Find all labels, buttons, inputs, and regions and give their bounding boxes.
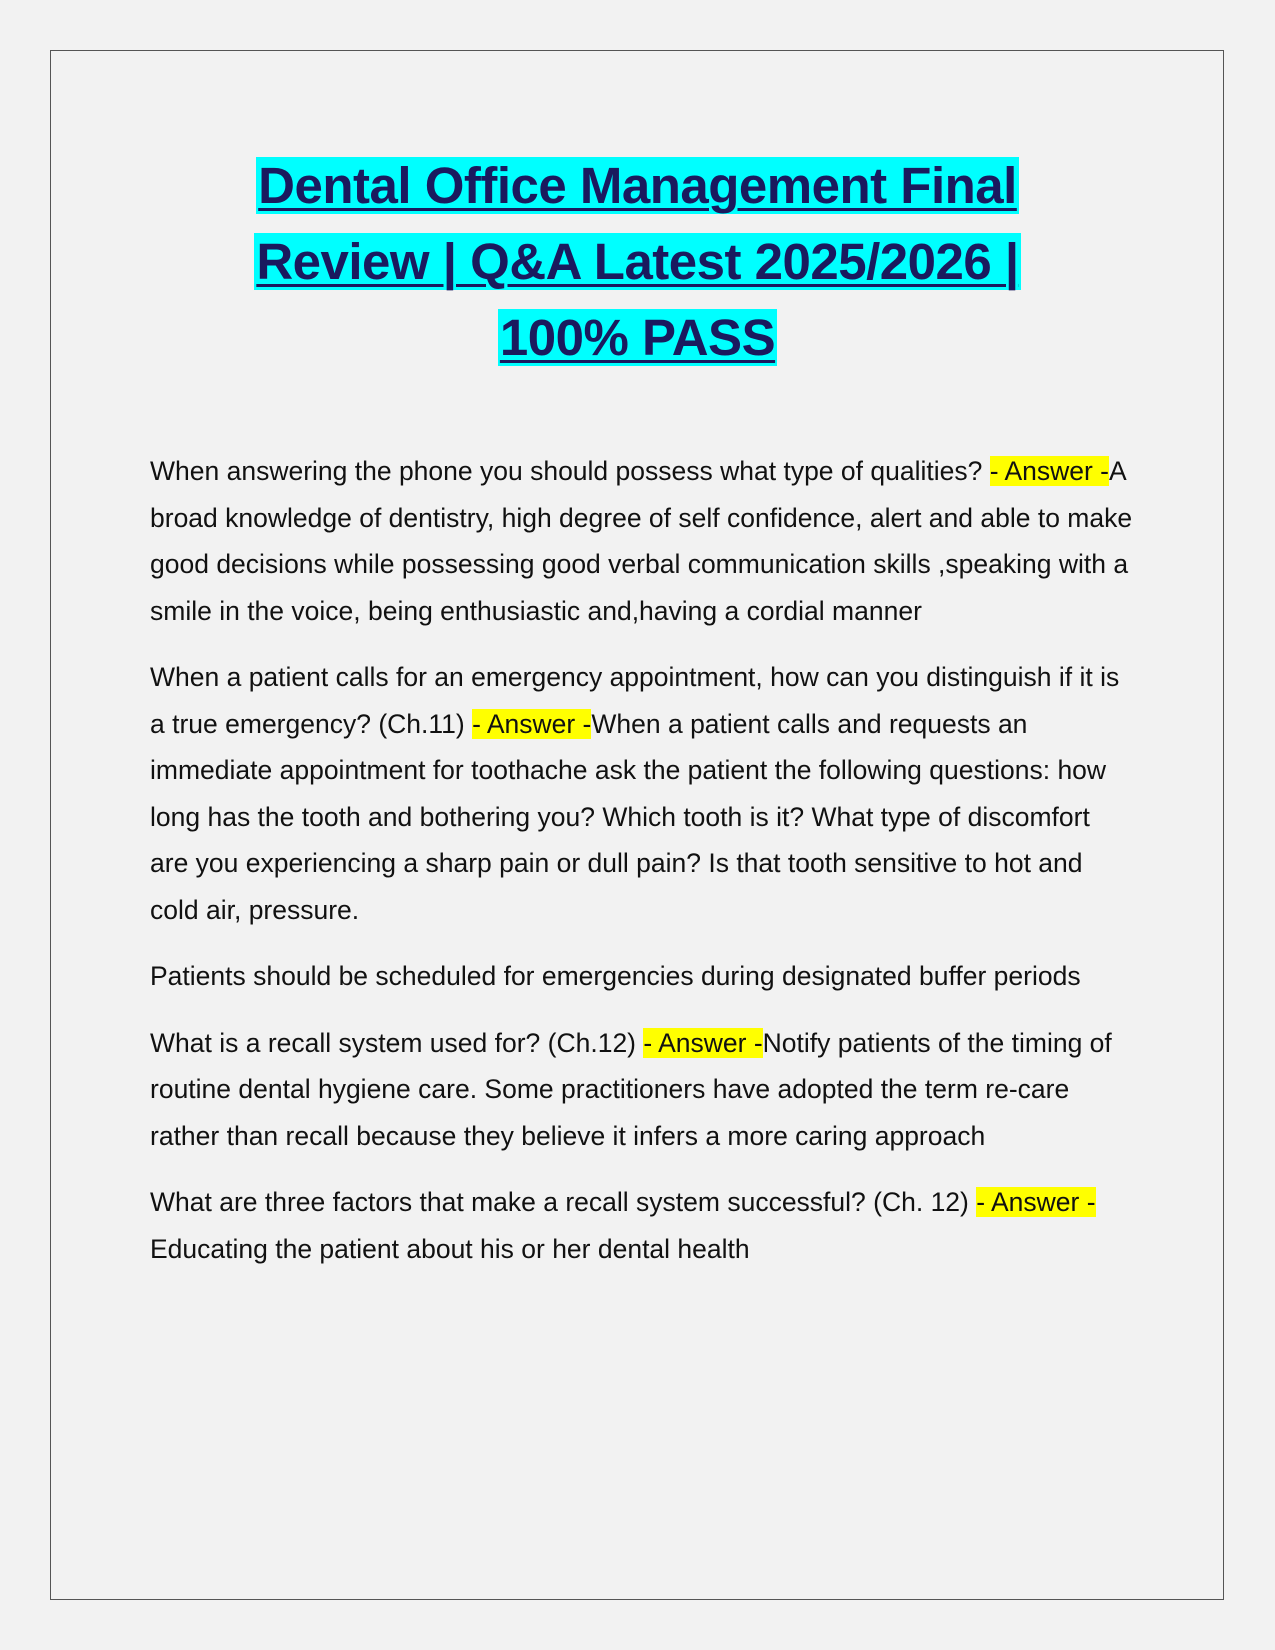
question-text: When a patient calls for an emergency appointment, how can you distinguish if it is a true emergency? (Ch.11) <box>150 662 1120 739</box>
answer-label: - Answer - <box>989 456 1109 486</box>
qa-item-3 <box>150 953 1135 1000</box>
statement-text: Patients should be scheduled for emergencies during designated buffer periods <box>150 961 1081 991</box>
answer-label: - Answer - <box>976 1187 1096 1217</box>
answer-text: Notify patients of the timing of routine dental hygiene care. Some practitioners have adopted the term re-care rather than recall because they believe it infers a more caring approach <box>150 1027 1112 1151</box>
title-line-2: Review | Q&A Latest 2025/2026 | <box>256 233 1019 290</box>
question-text: What are three factors that make a recall system successful? (Ch. 12) <box>150 1187 969 1217</box>
question-text: What is a recall system used for? (Ch.12) <box>150 1027 637 1058</box>
title-line-3: 100% PASS <box>499 309 776 366</box>
qa-item-4 <box>150 1020 1135 1160</box>
answer-text: A broad knowledge of dentistry, high degree of self confidence, alert and able to make good decisions while possessing good verbal communication skills ,speaking with a smile in the voice, being enthusiastic and,having a cordial manner <box>150 456 1133 626</box>
answer-label: - Answer - <box>472 708 592 739</box>
document-title <box>150 148 1125 376</box>
qa-item-2 <box>150 654 1135 933</box>
qa-content <box>150 448 1135 1292</box>
answer-label: - Answer - <box>643 1027 763 1058</box>
qa-item-1 <box>150 448 1135 634</box>
title-line-1: Dental Office Management Final <box>258 157 1017 214</box>
question-text: When answering the phone you should possess what type of qualities? <box>150 456 983 486</box>
answer-text: When a patient calls and requests an immediate appointment for toothache ask the patient the following questions: how long has the tooth and bothering you? Which tooth is it? What type of discomfort are you experiencing a sharp pain or dull pain? Is that tooth sensitive to hot and cold air, pressure. <box>150 708 1107 925</box>
qa-item-5 <box>150 1179 1135 1272</box>
answer-text: Educating the patient about his or her dental health <box>150 1233 750 1264</box>
